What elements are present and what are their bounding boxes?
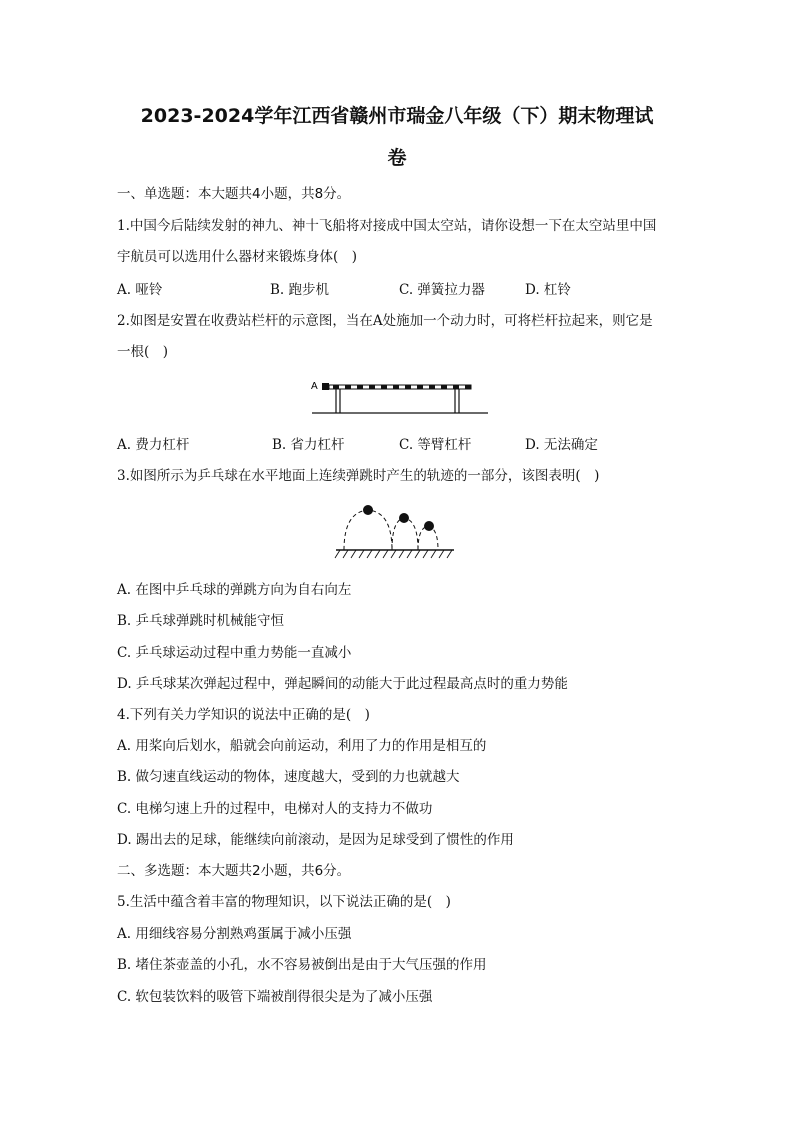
question-5-option-a: A. 用细线容易分割熟鸡蛋属于减小压强 (117, 926, 352, 942)
question-2-option-a: A. 费力杠杆 (117, 437, 190, 453)
question-3-option-d: D. 乒乓球某次弹起过程中，弹起瞬间的动能大于此过程最高点时的重力势能 (117, 676, 568, 692)
exam-title-line1: 2023-2024学年江西省赣州市瑞金八年级（下）期末物理试 (140, 105, 654, 127)
question-2-option-b: B. 省力杠杆 (272, 437, 345, 453)
ball-1 (363, 505, 373, 515)
bounce-arc-1 (344, 510, 392, 550)
question-1-option-d: D. 杠铃 (525, 282, 571, 298)
toll-barrier-figure (300, 375, 500, 420)
question-1-stem-line1: 1.中国今后陆续发射的神九、神十飞船将对接成中国太空站，请你设想一下在太空站里中国 (117, 218, 657, 234)
question-1-stem-line2: 宇航员可以选用什么器材来锻炼身体( ) (117, 249, 358, 265)
question-5-stem: 5.生活中蕴含着丰富的物理知识，以下说法正确的是( ) (117, 894, 451, 910)
question-2-stem-line2: 一根( ) (117, 344, 169, 360)
barrier-label-a: A (311, 381, 318, 392)
question-2-option-c: C. 等臂杠杆 (399, 437, 472, 453)
question-4-stem: 4.下列有关力学知识的说法中正确的是( ) (117, 707, 370, 723)
bouncing-ball-figure (330, 498, 460, 562)
question-3-option-b: B. 乒乓球弹跳时机械能守恒 (117, 613, 285, 629)
question-4-option-c: C. 电梯匀速上升的过程中，电梯对人的支持力不做功 (117, 801, 433, 817)
ground-hatching (335, 550, 452, 558)
exam-title-line2: 卷 (387, 147, 407, 169)
question-1-option-b: B. 跑步机 (270, 282, 330, 298)
question-4-option-a: A. 用桨向后划水，船就会向前运动，利用了力的作用是相互的 (117, 738, 487, 754)
ball-3 (424, 521, 434, 531)
section-heading-multiple-choice: 二、多选题：本大题共2小题，共6分。 (117, 863, 351, 879)
barrier-end-block (322, 383, 329, 390)
question-1-option-c: C. 弹簧拉力器 (399, 282, 485, 298)
barrier-stripes (333, 385, 471, 389)
question-1-option-a: A. 哑铃 (117, 282, 163, 298)
question-5-option-c: C. 软包装饮料的吸管下端被削得很尖是为了减小压强 (117, 989, 433, 1005)
ball-2 (399, 513, 409, 523)
question-4-option-b: B. 做匀速直线运动的物体，速度越大，受到的力也就越大 (117, 769, 460, 785)
question-3-stem: 3.如图所示为乒乓球在水平地面上连续弹跳时产生的轨迹的一部分，该图表明( ) (117, 468, 600, 484)
question-2-stem-line1: 2.如图是安置在收费站栏杆的示意图，当在A处施加一个动力时，可将栏杆拉起来，则它是 (117, 313, 653, 329)
question-5-option-b: B. 堵住茶壶盖的小孔，水不容易被倒出是由于大气压强的作用 (117, 957, 487, 973)
question-3-option-c: C. 乒乓球运动过程中重力势能一直减小 (117, 645, 352, 661)
question-3-option-a: A. 在图中乒乓球的弹跳方向为自右向左 (117, 582, 352, 598)
question-2-option-d: D. 无法确定 (525, 437, 598, 453)
question-4-option-d: D. 踢出去的足球，能继续向前滚动，是因为足球受到了惯性的作用 (117, 832, 514, 848)
section-heading-single-choice: 一、单选题：本大题共4小题，共8分。 (117, 186, 351, 202)
